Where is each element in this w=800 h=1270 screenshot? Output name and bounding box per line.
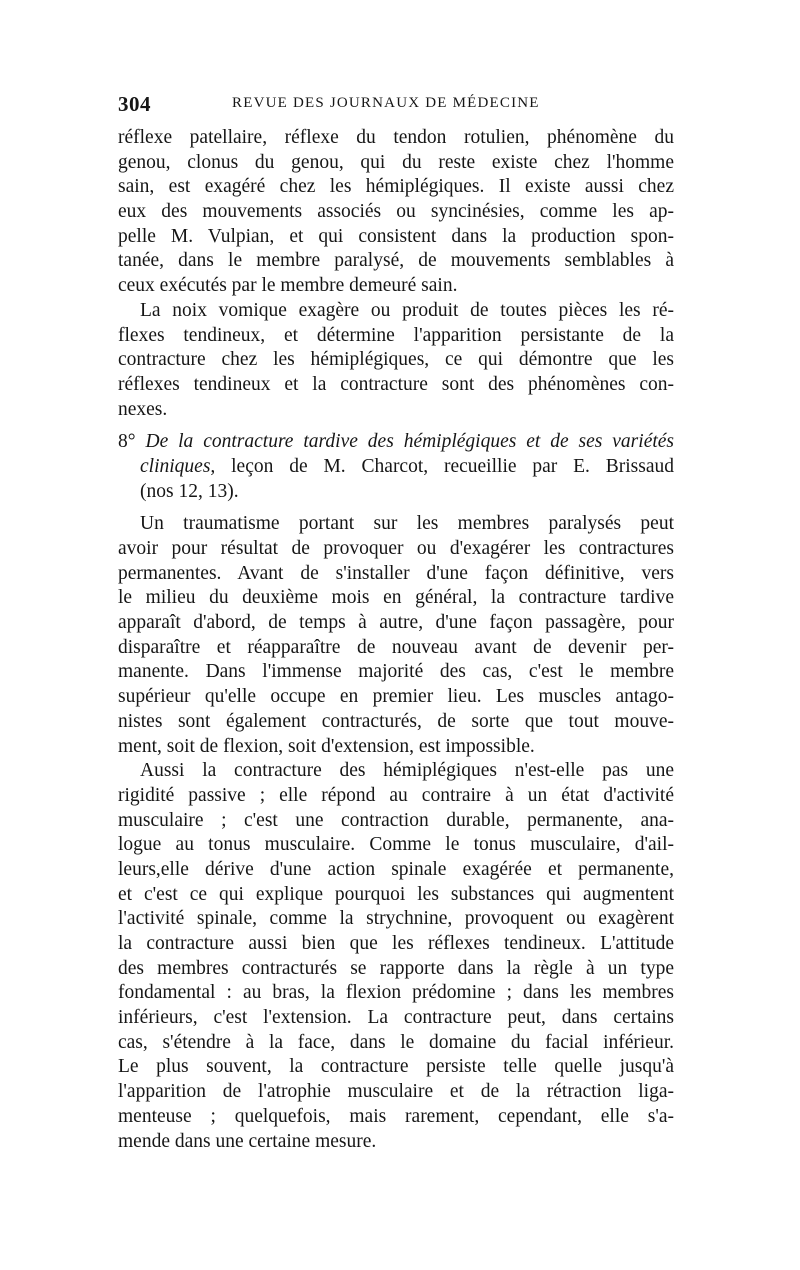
text-line: réflexe patellaire, réflexe du tendon rotulien, phénomène du (118, 127, 674, 148)
section-number: 8° (118, 431, 136, 453)
text-line: supérieur qu'elle occupe en premier lieu. Les muscles antago- (118, 686, 674, 708)
text-line: Aussi la contracture des hémiplégiques n'est-elle pas une (140, 760, 674, 782)
body-text (118, 126, 674, 1154)
section-title-line (118, 480, 674, 505)
text-line: rigidité passive ; elle répond au contraire à un état d'activité (118, 784, 674, 806)
paragraph-1 (118, 126, 674, 299)
text-line: nistes sont également contracturés, de sorte que tout mouve- (118, 710, 674, 732)
text-line: permanentes. Avant de s'installer d'une façon définitive, vers (118, 562, 674, 584)
text-line: cas, s'étendre à la face, dans le domaine du facial inférieur. (118, 1031, 674, 1053)
text-line: des membres contracturés se rapporte dans la règle à un type (118, 957, 674, 979)
text-line: genou, clonus du genou, qui du reste existe chez l'homme (118, 151, 674, 173)
text-line: l'apparition de l'atrophie musculaire et de la rétraction liga- (118, 1081, 674, 1103)
section-issue-numbers: (nos 12, 13). (140, 480, 239, 502)
page-number: 304 (118, 92, 151, 116)
text-line: musculaire ; c'est une contraction durable, permanente, ana- (118, 809, 674, 831)
text-line: tanée, dans le membre paralysé, de mouvements semblables à (118, 250, 674, 272)
section-heading (118, 430, 674, 504)
text-line: leurs,elle dérive d'une action spinale exagérée et permanente, (118, 858, 674, 880)
text-line: logue au tonus musculaire. Comme le tonus musculaire, d'ail- (118, 834, 674, 856)
text-line: réflexes tendineux et la contracture sont des phénomènes con- (118, 373, 674, 395)
paragraph-4 (118, 759, 674, 1154)
section-title-line (118, 455, 674, 480)
text-line: ceux exécutés par le membre demeuré sain. (118, 275, 458, 297)
text-line: nexes. (118, 398, 168, 420)
text-line: pelle M. Vulpian, et qui consistent dans la production spon- (118, 225, 674, 247)
page-header (118, 92, 678, 122)
text-line: Un traumatisme portant sur les membres paralysés peut (140, 513, 674, 535)
paragraph-3 (118, 512, 674, 759)
text-line: avoir pour résultat de provoquer ou d'exagérer les contractures (118, 538, 674, 559)
text-line: apparaît d'abord, de temps à autre, d'une façon passagère, pour (118, 612, 674, 634)
text-line: Le plus souvent, la contracture persiste telle quelle jusqu'à (118, 1056, 674, 1078)
text-line: l'activité spinale, comme la strychnine, provoquent ou exagèrent (118, 908, 674, 930)
text-line: menteuse ; quelquefois, mais rarement, cependant, elle s'a- (118, 1105, 674, 1127)
running-head: REVUE DES JOURNAUX DE MÉDECINE (232, 95, 540, 111)
text-line: mende dans une certaine mesure. (118, 1130, 377, 1152)
text-line: et c'est ce qui explique pourquoi les substances qui augmentent (118, 883, 674, 905)
section-title-italic-end: cliniques, (140, 455, 216, 477)
text-line: flexes tendineux, et détermine l'apparition persistante de la (118, 324, 674, 346)
spacer (118, 504, 674, 512)
text-line: sain, est exagéré chez les hémiplégiques. Il existe aussi chez (118, 176, 674, 198)
section-title-italic: De la contracture tardive des hémiplégiques et de ses variétés (145, 431, 675, 453)
text-line: ment, soit de flexion, soit d'extension, est impossible. (118, 735, 535, 757)
text-line: contracture chez les hémiplégiques, ce qui démontre que les (118, 349, 674, 371)
text-line: manente. Dans l'immense majorité des cas, c'est le membre (118, 661, 674, 683)
text-line: fondamental : au bras, la flexion prédomine ; dans les membres (118, 982, 674, 1004)
text-line: le milieu du deuxième mois en général, la contracture tardive (118, 587, 674, 609)
text-line: inférieurs, c'est l'extension. La contracture peut, dans certains (118, 1007, 674, 1029)
spacer (118, 422, 674, 430)
paragraph-2 (118, 299, 674, 422)
section-title-line (118, 430, 674, 455)
section-lecture-credit: leçon de M. Charcot, recueillie par E. Brissaud (215, 455, 674, 477)
text-line: La noix vomique exagère ou produit de toutes pièces les ré- (140, 299, 674, 321)
text-line: eux des mouvements associés ou syncinésies, comme les ap- (118, 201, 674, 223)
text-line: disparaître et réapparaître de nouveau avant de devenir per- (118, 636, 674, 658)
text-line: la contracture aussi bien que les réflexes tendineux. L'attitude (118, 933, 674, 954)
